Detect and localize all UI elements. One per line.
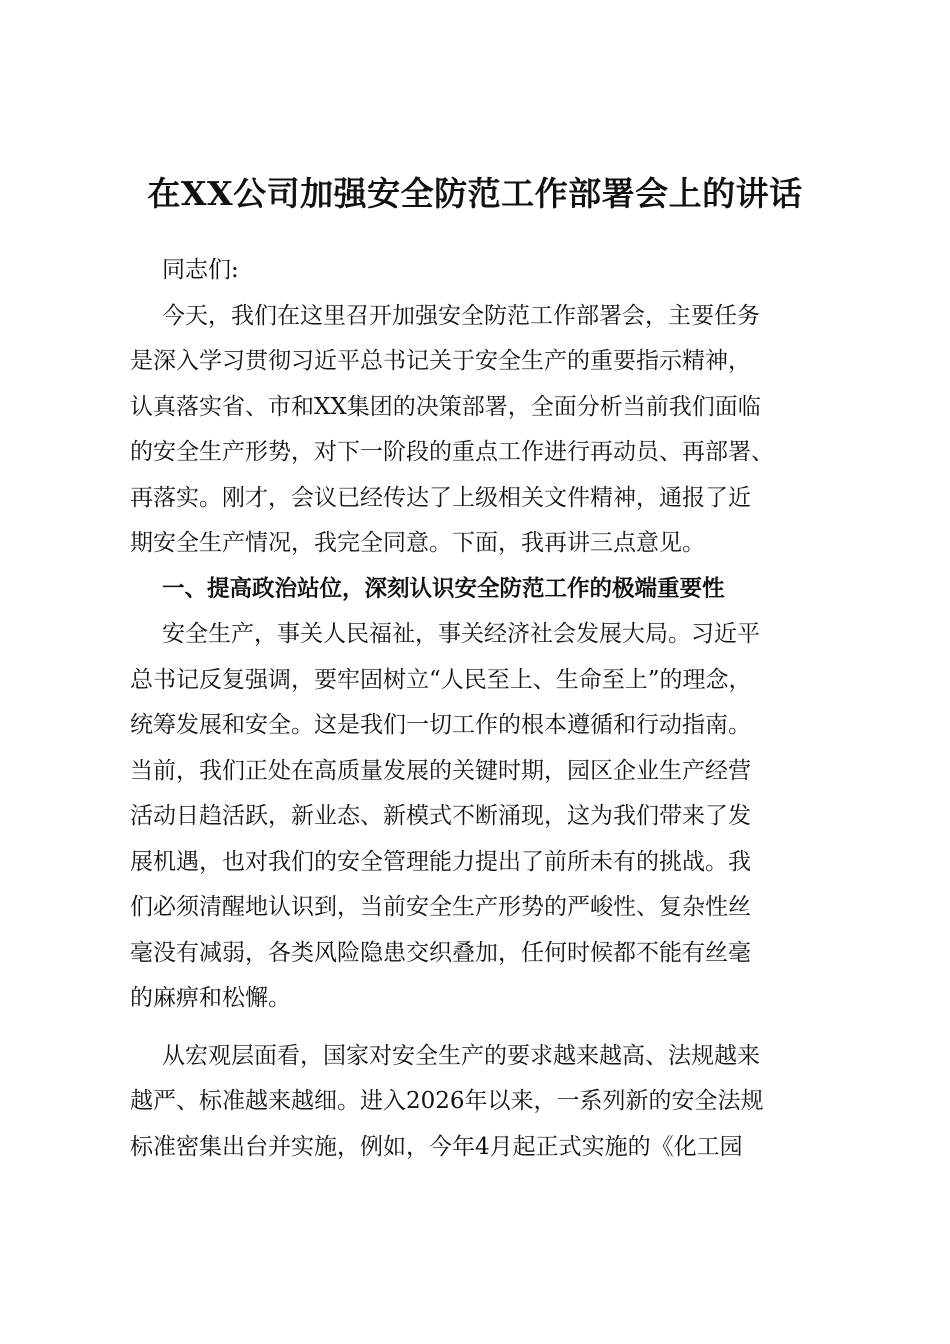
paragraph-line: 统筹发展和安全。这是我们一切工作的根本遵循和行动指南。 [130, 712, 751, 738]
paragraph-line: 活动日趋活跃，新业态、新模式不断涌现，这为我们带来了发 [130, 803, 751, 829]
paragraph-line: 越严、标准越来越细。进入2026年以来，一系列新的安全法规 [130, 1088, 764, 1114]
paragraph-line: 今天，我们在这里召开加强安全防范工作部署会，主要任务 [162, 302, 760, 329]
paragraph-line: 是深入学习贯彻习近平总书记关于安全生产的重要指示精神， [130, 348, 751, 374]
paragraph-line: 当前，我们正处在高质量发展的关键时期，园区企业生产经营 [130, 757, 751, 784]
paragraph-line: 展机遇，也对我们的安全管理能力提出了前所未有的挑战。我 [130, 848, 751, 875]
document-body [130, 248, 830, 1170]
paragraph-line: 的麻痹和松懈。 [130, 985, 291, 1011]
paragraph-line: 总书记反复强调，要牢固树立“人民至上、生命至上”的理念， [130, 666, 752, 693]
paragraph-line: 再落实。刚才，会议已经传达了上级相关文件精神，通报了近 [130, 484, 751, 511]
salutation: 同志们: [162, 257, 239, 283]
paragraph-line: 期安全生产情况，我完全同意。下面，我再讲三点意见。 [130, 530, 705, 556]
paragraph-line: 的安全生产形势，对下一阶段的重点工作进行再动员、再部署、 [130, 439, 774, 465]
paragraph-line: 安全生产，事关人民福祉，事关经济社会发展大局。习近平 [162, 621, 760, 647]
paragraph-line: 毫没有减弱，各类风险隐患交织叠加，任何时候都不能有丝毫 [130, 939, 751, 966]
paragraph-line: 从宏观层面看，国家对安全生产的要求越来越高、法规越来 [162, 1042, 760, 1069]
section-heading: 一、提高政治站位，深刻认识安全防范工作的极端重要性 [162, 575, 725, 602]
document-title: 在XX公司加强安全防范工作部署会上的讲话 [147, 174, 803, 213]
paragraph-line: 们必须清醒地认识到，当前安全生产形势的严峻性、复杂性丝 [130, 894, 751, 920]
paragraph-gap [130, 1022, 830, 1034]
paragraph-line: 标准密集出台并实施，例如，今年4月起正式实施的《化工园 [130, 1133, 743, 1160]
paragraph-line: 认真落实省、市和XX集团的决策部署，全面分析当前我们面临 [130, 393, 761, 420]
